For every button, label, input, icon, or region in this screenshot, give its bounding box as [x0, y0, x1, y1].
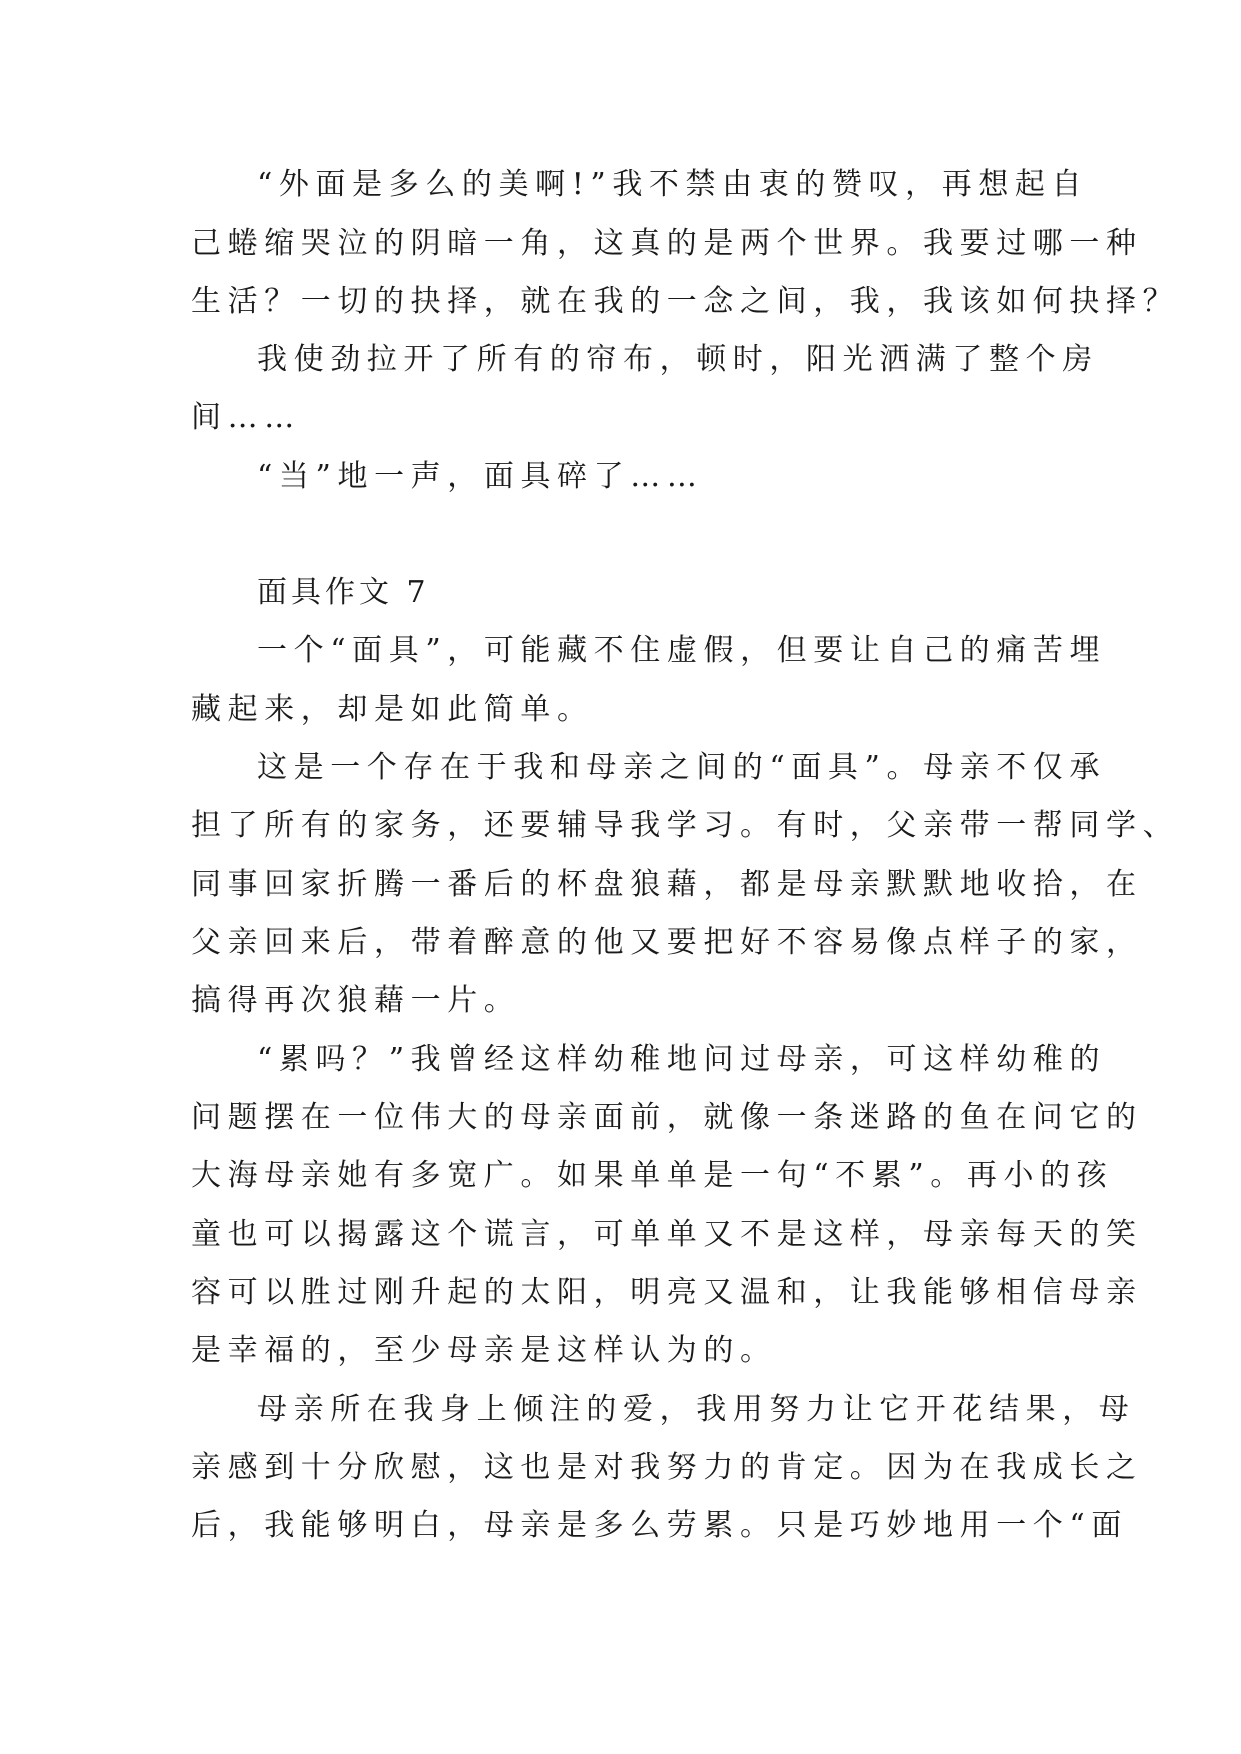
paragraph-line: “累吗？”我曾经这样幼稚地问过母亲，可这样幼稚的: [257, 1042, 1107, 1077]
paragraph-line: 童也可以揭露这个谎言，可单单又不是这样，母亲每天的笑: [191, 1217, 1143, 1252]
paragraph-line: 生活？一切的抉择，就在我的一念之间，我，我该如何抉择？: [191, 284, 1180, 319]
paragraph-line: 同事回家折腾一番后的杯盘狼藉，都是母亲默默地收拾，在: [191, 867, 1143, 902]
paragraph-line: “外面是多么的美啊!”我不禁由衷的赞叹，再想起自: [257, 167, 1089, 202]
paragraph-line: 一个“面具”，可能藏不住虚假，但要让自己的痛苦埋: [257, 633, 1107, 668]
section-heading: 面具作文 7: [257, 575, 430, 610]
paragraph-line: 是幸福的，至少母亲是这样认为的。: [191, 1333, 777, 1368]
paragraph-line: 容可以胜过刚升起的太阳，明亮又温和，让我能够相信母亲: [191, 1275, 1143, 1310]
paragraph-line: 间……: [191, 400, 301, 435]
paragraph-line: 问题摆在一位伟大的母亲面前，就像一条迷路的鱼在问它的: [191, 1100, 1143, 1135]
paragraph-line: 搞得再次狼藉一片。: [191, 983, 521, 1018]
paragraph-line: 亲感到十分欣慰，这也是对我努力的肯定。因为在我成长之: [191, 1450, 1143, 1485]
paragraph-line: 己蜷缩哭泣的阴暗一角，这真的是两个世界。我要过哪一种: [191, 226, 1143, 261]
paragraph-line: 大海母亲她有多宽广。如果单单是一句“不累”。再小的孩: [191, 1158, 1114, 1193]
paragraph-line: 母亲所在我身上倾注的爱，我用努力让它开花结果，母: [257, 1392, 1136, 1427]
paragraph-line: 后，我能够明白，母亲是多么劳累。只是巧妙地用一个“面: [191, 1508, 1128, 1543]
paragraph-line: 这是一个存在于我和母亲之间的“面具”。母亲不仅承: [257, 750, 1107, 785]
paragraph-line: 藏起来，却是如此简单。: [191, 692, 594, 727]
paragraph-line: “当”地一声，面具碎了……: [257, 459, 704, 494]
paragraph-line: 我使劲拉开了所有的帘布，顿时，阳光洒满了整个房: [257, 342, 1099, 377]
paragraph-line: 担了所有的家务，还要辅导我学习。有时，父亲带一帮同学、: [191, 808, 1180, 843]
paragraph-line: 父亲回来后，带着醉意的他又要把好不容易像点样子的家，: [191, 925, 1143, 960]
